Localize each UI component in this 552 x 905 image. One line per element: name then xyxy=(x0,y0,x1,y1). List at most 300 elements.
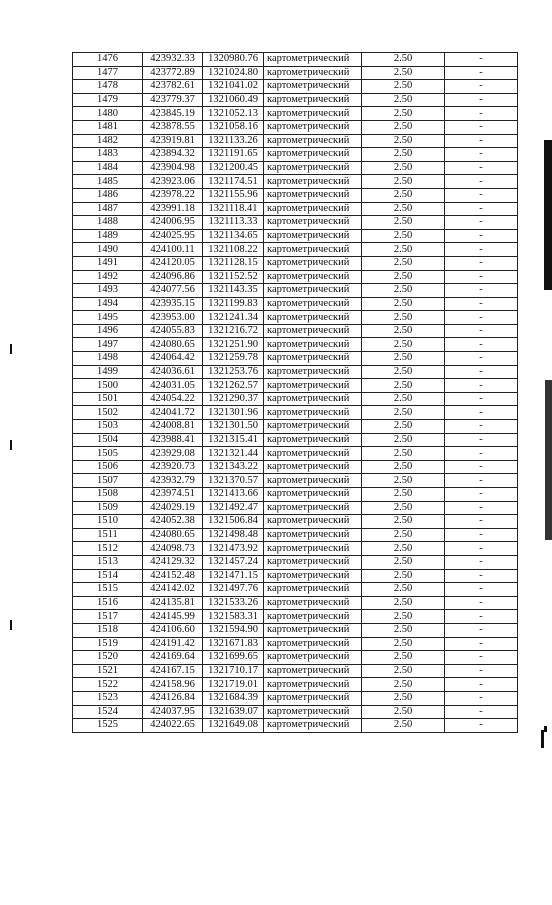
point-number-cell: 1485 xyxy=(73,175,143,189)
method-cell: картометрический xyxy=(264,161,362,175)
y-coordinate-cell: 1321143.35 xyxy=(203,284,264,298)
accuracy-cell: 2.50 xyxy=(362,324,445,338)
method-cell: картометрический xyxy=(264,297,362,311)
table-row xyxy=(73,555,518,569)
x-coordinate-cell: 424036.61 xyxy=(143,365,203,379)
point-number-cell: 1524 xyxy=(73,705,143,719)
point-number-cell: 1510 xyxy=(73,515,143,529)
x-coordinate-cell: 423978.22 xyxy=(143,188,203,202)
table-row xyxy=(73,488,518,502)
accuracy-cell: 2.50 xyxy=(362,610,445,624)
accuracy-cell: 2.50 xyxy=(362,297,445,311)
note-cell: - xyxy=(445,311,518,325)
method-cell: картометрический xyxy=(264,365,362,379)
table-row xyxy=(73,311,518,325)
y-coordinate-cell: 1321710.17 xyxy=(203,664,264,678)
accuracy-cell: 2.50 xyxy=(362,256,445,270)
y-coordinate-cell: 1321174.51 xyxy=(203,175,264,189)
x-coordinate-cell: 424126.84 xyxy=(143,691,203,705)
table-row xyxy=(73,324,518,338)
x-coordinate-cell: 423932.33 xyxy=(143,53,203,67)
method-cell: картометрический xyxy=(264,229,362,243)
point-number-cell: 1484 xyxy=(73,161,143,175)
x-coordinate-cell: 424145.99 xyxy=(143,610,203,624)
table-row xyxy=(73,148,518,162)
accuracy-cell: 2.50 xyxy=(362,488,445,502)
point-number-cell: 1508 xyxy=(73,488,143,502)
note-cell: - xyxy=(445,175,518,189)
method-cell: картометрический xyxy=(264,93,362,107)
accuracy-cell: 2.50 xyxy=(362,284,445,298)
point-number-cell: 1478 xyxy=(73,80,143,94)
accuracy-cell: 2.50 xyxy=(362,352,445,366)
method-cell: картометрический xyxy=(264,66,362,80)
point-number-cell: 1518 xyxy=(73,623,143,637)
point-number-cell: 1480 xyxy=(73,107,143,121)
table-row xyxy=(73,297,518,311)
x-coordinate-cell: 423878.55 xyxy=(143,120,203,134)
x-coordinate-cell: 424025.95 xyxy=(143,229,203,243)
x-coordinate-cell: 424037.95 xyxy=(143,705,203,719)
accuracy-cell: 2.50 xyxy=(362,80,445,94)
point-number-cell: 1498 xyxy=(73,352,143,366)
accuracy-cell: 2.50 xyxy=(362,229,445,243)
method-cell: картометрический xyxy=(264,202,362,216)
accuracy-cell: 2.50 xyxy=(362,637,445,651)
table-row xyxy=(73,569,518,583)
method-cell: картометрический xyxy=(264,637,362,651)
x-coordinate-cell: 424054.22 xyxy=(143,392,203,406)
coordinates-table xyxy=(72,52,518,733)
point-number-cell: 1523 xyxy=(73,691,143,705)
note-cell: - xyxy=(445,338,518,352)
point-number-cell: 1516 xyxy=(73,596,143,610)
table-row xyxy=(73,474,518,488)
method-cell: картометрический xyxy=(264,433,362,447)
table-row xyxy=(73,501,518,515)
method-cell: картометрический xyxy=(264,53,362,67)
x-coordinate-cell: 424031.05 xyxy=(143,379,203,393)
method-cell: картометрический xyxy=(264,623,362,637)
method-cell: картометрический xyxy=(264,447,362,461)
point-number-cell: 1501 xyxy=(73,392,143,406)
point-number-cell: 1511 xyxy=(73,528,143,542)
point-number-cell: 1489 xyxy=(73,229,143,243)
x-coordinate-cell: 424100.11 xyxy=(143,243,203,257)
accuracy-cell: 2.50 xyxy=(362,596,445,610)
y-coordinate-cell: 1321301.96 xyxy=(203,406,264,420)
method-cell: картометрический xyxy=(264,664,362,678)
method-cell: картометрический xyxy=(264,569,362,583)
note-cell: - xyxy=(445,691,518,705)
method-cell: картометрический xyxy=(264,420,362,434)
accuracy-cell: 2.50 xyxy=(362,583,445,597)
accuracy-cell: 2.50 xyxy=(362,691,445,705)
method-cell: картометрический xyxy=(264,678,362,692)
point-number-cell: 1496 xyxy=(73,324,143,338)
table-row xyxy=(73,542,518,556)
accuracy-cell: 2.50 xyxy=(362,420,445,434)
accuracy-cell: 2.50 xyxy=(362,243,445,257)
note-cell: - xyxy=(445,610,518,624)
note-cell: - xyxy=(445,188,518,202)
note-cell: - xyxy=(445,352,518,366)
note-cell: - xyxy=(445,664,518,678)
method-cell: картометрический xyxy=(264,134,362,148)
table-row xyxy=(73,705,518,719)
note-cell: - xyxy=(445,66,518,80)
point-number-cell: 1507 xyxy=(73,474,143,488)
table-row xyxy=(73,120,518,134)
table-row xyxy=(73,270,518,284)
table-row xyxy=(73,175,518,189)
method-cell: картометрический xyxy=(264,256,362,270)
y-coordinate-cell: 1321128.15 xyxy=(203,256,264,270)
note-cell: - xyxy=(445,406,518,420)
accuracy-cell: 2.50 xyxy=(362,53,445,67)
table-row xyxy=(73,365,518,379)
table-row xyxy=(73,338,518,352)
point-number-cell: 1488 xyxy=(73,216,143,230)
note-cell: - xyxy=(445,460,518,474)
point-number-cell: 1492 xyxy=(73,270,143,284)
scan-edge-mark xyxy=(544,726,547,732)
note-cell: - xyxy=(445,719,518,733)
x-coordinate-cell: 424169.64 xyxy=(143,651,203,665)
table-row xyxy=(73,623,518,637)
x-coordinate-cell: 423923.06 xyxy=(143,175,203,189)
accuracy-cell: 2.50 xyxy=(362,542,445,556)
note-cell: - xyxy=(445,324,518,338)
x-coordinate-cell: 424158.96 xyxy=(143,678,203,692)
note-cell: - xyxy=(445,705,518,719)
x-coordinate-cell: 424006.95 xyxy=(143,216,203,230)
y-coordinate-cell: 1321024.80 xyxy=(203,66,264,80)
accuracy-cell: 2.50 xyxy=(362,338,445,352)
note-cell: - xyxy=(445,216,518,230)
point-number-cell: 1505 xyxy=(73,447,143,461)
accuracy-cell: 2.50 xyxy=(362,392,445,406)
method-cell: картометрический xyxy=(264,705,362,719)
y-coordinate-cell: 1321155.96 xyxy=(203,188,264,202)
accuracy-cell: 2.50 xyxy=(362,460,445,474)
table-row xyxy=(73,610,518,624)
table-row xyxy=(73,515,518,529)
method-cell: картометрический xyxy=(264,148,362,162)
x-coordinate-cell: 424008.81 xyxy=(143,420,203,434)
method-cell: картометрический xyxy=(264,311,362,325)
x-coordinate-cell: 424080.65 xyxy=(143,338,203,352)
point-number-cell: 1481 xyxy=(73,120,143,134)
accuracy-cell: 2.50 xyxy=(362,664,445,678)
method-cell: картометрический xyxy=(264,324,362,338)
y-coordinate-cell: 1321370.57 xyxy=(203,474,264,488)
table-row xyxy=(73,583,518,597)
accuracy-cell: 2.50 xyxy=(362,528,445,542)
method-cell: картометрический xyxy=(264,596,362,610)
accuracy-cell: 2.50 xyxy=(362,623,445,637)
method-cell: картометрический xyxy=(264,555,362,569)
table-row xyxy=(73,460,518,474)
accuracy-cell: 2.50 xyxy=(362,202,445,216)
y-coordinate-cell: 1321671.83 xyxy=(203,637,264,651)
note-cell: - xyxy=(445,583,518,597)
scan-margin-mark xyxy=(10,440,12,450)
method-cell: картометрический xyxy=(264,284,362,298)
table-row xyxy=(73,229,518,243)
point-number-cell: 1503 xyxy=(73,420,143,434)
method-cell: картометрический xyxy=(264,460,362,474)
accuracy-cell: 2.50 xyxy=(362,515,445,529)
accuracy-cell: 2.50 xyxy=(362,107,445,121)
table-row xyxy=(73,719,518,733)
accuracy-cell: 2.50 xyxy=(362,719,445,733)
table-row xyxy=(73,678,518,692)
table-row xyxy=(73,284,518,298)
y-coordinate-cell: 1321113.33 xyxy=(203,216,264,230)
note-cell: - xyxy=(445,651,518,665)
point-number-cell: 1525 xyxy=(73,719,143,733)
method-cell: картометрический xyxy=(264,474,362,488)
note-cell: - xyxy=(445,107,518,121)
note-cell: - xyxy=(445,528,518,542)
y-coordinate-cell: 1321241.34 xyxy=(203,311,264,325)
note-cell: - xyxy=(445,256,518,270)
point-number-cell: 1491 xyxy=(73,256,143,270)
scan-margin-mark xyxy=(10,620,12,630)
x-coordinate-cell: 423953.00 xyxy=(143,311,203,325)
point-number-cell: 1514 xyxy=(73,569,143,583)
table-row xyxy=(73,528,518,542)
method-cell: картометрический xyxy=(264,243,362,257)
x-coordinate-cell: 424022.65 xyxy=(143,719,203,733)
point-number-cell: 1500 xyxy=(73,379,143,393)
method-cell: картометрический xyxy=(264,216,362,230)
accuracy-cell: 2.50 xyxy=(362,651,445,665)
table-row xyxy=(73,216,518,230)
note-cell: - xyxy=(445,433,518,447)
y-coordinate-cell: 1321262.57 xyxy=(203,379,264,393)
note-cell: - xyxy=(445,420,518,434)
table-row xyxy=(73,134,518,148)
y-coordinate-cell: 1321290.37 xyxy=(203,392,264,406)
method-cell: картометрический xyxy=(264,583,362,597)
method-cell: картометрический xyxy=(264,691,362,705)
table-row xyxy=(73,53,518,67)
method-cell: картометрический xyxy=(264,651,362,665)
y-coordinate-cell: 1321191.65 xyxy=(203,148,264,162)
y-coordinate-cell: 1321118.41 xyxy=(203,202,264,216)
x-coordinate-cell: 424191.42 xyxy=(143,637,203,651)
accuracy-cell: 2.50 xyxy=(362,678,445,692)
note-cell: - xyxy=(445,392,518,406)
accuracy-cell: 2.50 xyxy=(362,447,445,461)
table-row xyxy=(73,406,518,420)
accuracy-cell: 2.50 xyxy=(362,134,445,148)
note-cell: - xyxy=(445,678,518,692)
y-coordinate-cell: 1321253.76 xyxy=(203,365,264,379)
note-cell: - xyxy=(445,542,518,556)
accuracy-cell: 2.50 xyxy=(362,406,445,420)
y-coordinate-cell: 1321052.13 xyxy=(203,107,264,121)
accuracy-cell: 2.50 xyxy=(362,379,445,393)
point-number-cell: 1477 xyxy=(73,66,143,80)
accuracy-cell: 2.50 xyxy=(362,161,445,175)
accuracy-cell: 2.50 xyxy=(362,270,445,284)
method-cell: картометрический xyxy=(264,379,362,393)
table-row xyxy=(73,596,518,610)
table-row xyxy=(73,80,518,94)
accuracy-cell: 2.50 xyxy=(362,93,445,107)
accuracy-cell: 2.50 xyxy=(362,148,445,162)
accuracy-cell: 2.50 xyxy=(362,474,445,488)
note-cell: - xyxy=(445,488,518,502)
x-coordinate-cell: 424055.83 xyxy=(143,324,203,338)
note-cell: - xyxy=(445,365,518,379)
point-number-cell: 1497 xyxy=(73,338,143,352)
accuracy-cell: 2.50 xyxy=(362,569,445,583)
note-cell: - xyxy=(445,93,518,107)
y-coordinate-cell: 1321343.22 xyxy=(203,460,264,474)
point-number-cell: 1517 xyxy=(73,610,143,624)
table-row xyxy=(73,420,518,434)
x-coordinate-cell: 424129.32 xyxy=(143,555,203,569)
method-cell: картометрический xyxy=(264,270,362,284)
x-coordinate-cell: 424142.02 xyxy=(143,583,203,597)
x-coordinate-cell: 424120.05 xyxy=(143,256,203,270)
table-row xyxy=(73,651,518,665)
y-coordinate-cell: 1321506.84 xyxy=(203,515,264,529)
method-cell: картометрический xyxy=(264,352,362,366)
y-coordinate-cell: 1321134.65 xyxy=(203,229,264,243)
x-coordinate-cell: 424135.81 xyxy=(143,596,203,610)
note-cell: - xyxy=(445,161,518,175)
method-cell: картометрический xyxy=(264,528,362,542)
accuracy-cell: 2.50 xyxy=(362,433,445,447)
x-coordinate-cell: 424077.56 xyxy=(143,284,203,298)
x-coordinate-cell: 423772.89 xyxy=(143,66,203,80)
accuracy-cell: 2.50 xyxy=(362,66,445,80)
y-coordinate-cell: 1321594.90 xyxy=(203,623,264,637)
point-number-cell: 1522 xyxy=(73,678,143,692)
accuracy-cell: 2.50 xyxy=(362,365,445,379)
x-coordinate-cell: 423919.81 xyxy=(143,134,203,148)
method-cell: картометрический xyxy=(264,392,362,406)
y-coordinate-cell: 1321471.15 xyxy=(203,569,264,583)
note-cell: - xyxy=(445,447,518,461)
point-number-cell: 1519 xyxy=(73,637,143,651)
table-row xyxy=(73,637,518,651)
note-cell: - xyxy=(445,623,518,637)
method-cell: картометрический xyxy=(264,338,362,352)
table-row xyxy=(73,664,518,678)
y-coordinate-cell: 1321315.41 xyxy=(203,433,264,447)
accuracy-cell: 2.50 xyxy=(362,555,445,569)
y-coordinate-cell: 1320980.76 xyxy=(203,53,264,67)
y-coordinate-cell: 1321041.02 xyxy=(203,80,264,94)
point-number-cell: 1487 xyxy=(73,202,143,216)
point-number-cell: 1506 xyxy=(73,460,143,474)
note-cell: - xyxy=(445,474,518,488)
note-cell: - xyxy=(445,284,518,298)
note-cell: - xyxy=(445,515,518,529)
method-cell: картометрический xyxy=(264,501,362,515)
y-coordinate-cell: 1321719.01 xyxy=(203,678,264,692)
method-cell: картометрический xyxy=(264,188,362,202)
x-coordinate-cell: 423845.19 xyxy=(143,107,203,121)
note-cell: - xyxy=(445,243,518,257)
point-number-cell: 1504 xyxy=(73,433,143,447)
note-cell: - xyxy=(445,270,518,284)
x-coordinate-cell: 424064.42 xyxy=(143,352,203,366)
y-coordinate-cell: 1321321.44 xyxy=(203,447,264,461)
y-coordinate-cell: 1321473.92 xyxy=(203,542,264,556)
y-coordinate-cell: 1321497.76 xyxy=(203,583,264,597)
accuracy-cell: 2.50 xyxy=(362,216,445,230)
accuracy-cell: 2.50 xyxy=(362,188,445,202)
note-cell: - xyxy=(445,202,518,216)
note-cell: - xyxy=(445,297,518,311)
point-number-cell: 1490 xyxy=(73,243,143,257)
point-number-cell: 1509 xyxy=(73,501,143,515)
y-coordinate-cell: 1321684.39 xyxy=(203,691,264,705)
x-coordinate-cell: 424098.73 xyxy=(143,542,203,556)
table-row xyxy=(73,66,518,80)
table-row xyxy=(73,161,518,175)
table-row xyxy=(73,691,518,705)
method-cell: картометрический xyxy=(264,107,362,121)
method-cell: картометрический xyxy=(264,120,362,134)
note-cell: - xyxy=(445,569,518,583)
x-coordinate-cell: 423988.41 xyxy=(143,433,203,447)
y-coordinate-cell: 1321133.26 xyxy=(203,134,264,148)
y-coordinate-cell: 1321583.31 xyxy=(203,610,264,624)
scan-edge-bar xyxy=(544,140,552,290)
point-number-cell: 1476 xyxy=(73,53,143,67)
table-row xyxy=(73,256,518,270)
method-cell: картометрический xyxy=(264,515,362,529)
x-coordinate-cell: 424152.48 xyxy=(143,569,203,583)
table-row xyxy=(73,392,518,406)
note-cell: - xyxy=(445,53,518,67)
method-cell: картометрический xyxy=(264,80,362,94)
note-cell: - xyxy=(445,80,518,94)
method-cell: картометрический xyxy=(264,488,362,502)
y-coordinate-cell: 1321251.90 xyxy=(203,338,264,352)
table-row xyxy=(73,107,518,121)
point-number-cell: 1486 xyxy=(73,188,143,202)
y-coordinate-cell: 1321216.72 xyxy=(203,324,264,338)
point-number-cell: 1502 xyxy=(73,406,143,420)
x-coordinate-cell: 424052.38 xyxy=(143,515,203,529)
y-coordinate-cell: 1321457.24 xyxy=(203,555,264,569)
method-cell: картометрический xyxy=(264,610,362,624)
note-cell: - xyxy=(445,596,518,610)
x-coordinate-cell: 423894.32 xyxy=(143,148,203,162)
y-coordinate-cell: 1321259.78 xyxy=(203,352,264,366)
x-coordinate-cell: 423929.08 xyxy=(143,447,203,461)
point-number-cell: 1493 xyxy=(73,284,143,298)
x-coordinate-cell: 423935.15 xyxy=(143,297,203,311)
table-row xyxy=(73,379,518,393)
note-cell: - xyxy=(445,379,518,393)
point-number-cell: 1521 xyxy=(73,664,143,678)
method-cell: картометрический xyxy=(264,719,362,733)
note-cell: - xyxy=(445,134,518,148)
method-cell: картометрический xyxy=(264,175,362,189)
x-coordinate-cell: 423974.51 xyxy=(143,488,203,502)
x-coordinate-cell: 423904.98 xyxy=(143,161,203,175)
